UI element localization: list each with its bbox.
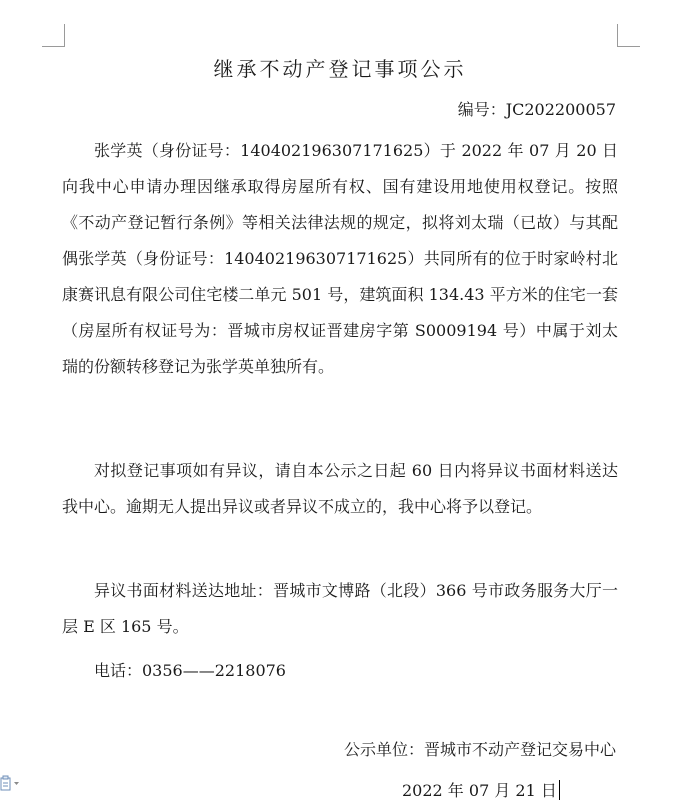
- paragraph-objection: 对拟登记事项如有异议，请自本公示之日起 60 日内将异议书面材料送达我中心。逾期无人提出异议或者异议不成立的，我中心将予以登记。: [62, 461, 618, 516]
- paste-options-icon[interactable]: [0, 775, 22, 793]
- publisher-line: 公示单位：晋城市不动产登记交易中心: [343, 740, 616, 759]
- date-line[interactable]: [402, 776, 560, 806]
- document-title: 继承不动产登记事项公示: [213, 57, 467, 81]
- paragraph-phone: 电话：0356——2218076: [94, 661, 286, 680]
- paragraph-address: 异议书面材料送达地址：晋城市文博路（北段）366 号市政务服务大厅一层 E 区 165 号。: [62, 581, 618, 636]
- crop-mark-top-left: [42, 24, 65, 47]
- paragraph-main: 张学英（身份证号：140402196307171625）于 2022 年 07 月 20 日向我中心申请办理因继承取得房屋所有权、国有建设用地使用权登记。按照《不动产登记暂行条例》等相关法律法规的规定，拟将刘太瑞（已故）与其配偶张学英（身份证号：140402196307171625）共同所有的位于时家岭村北康赛讯息有限公司住宅楼二单元 501 号，建筑面积 134.43 平方米的住宅一套（房屋所有权证号为：晋城市房权证晋建房字第 S0009194 号）中属于刘太瑞的份额转移登记为张学英单独所有。: [62, 141, 618, 376]
- crop-mark-top-right: [617, 24, 640, 47]
- document-number: 编号：JC202200057: [457, 100, 616, 119]
- date-text: 2022 年 07 月 21 日: [402, 781, 557, 800]
- text-cursor: [559, 780, 560, 800]
